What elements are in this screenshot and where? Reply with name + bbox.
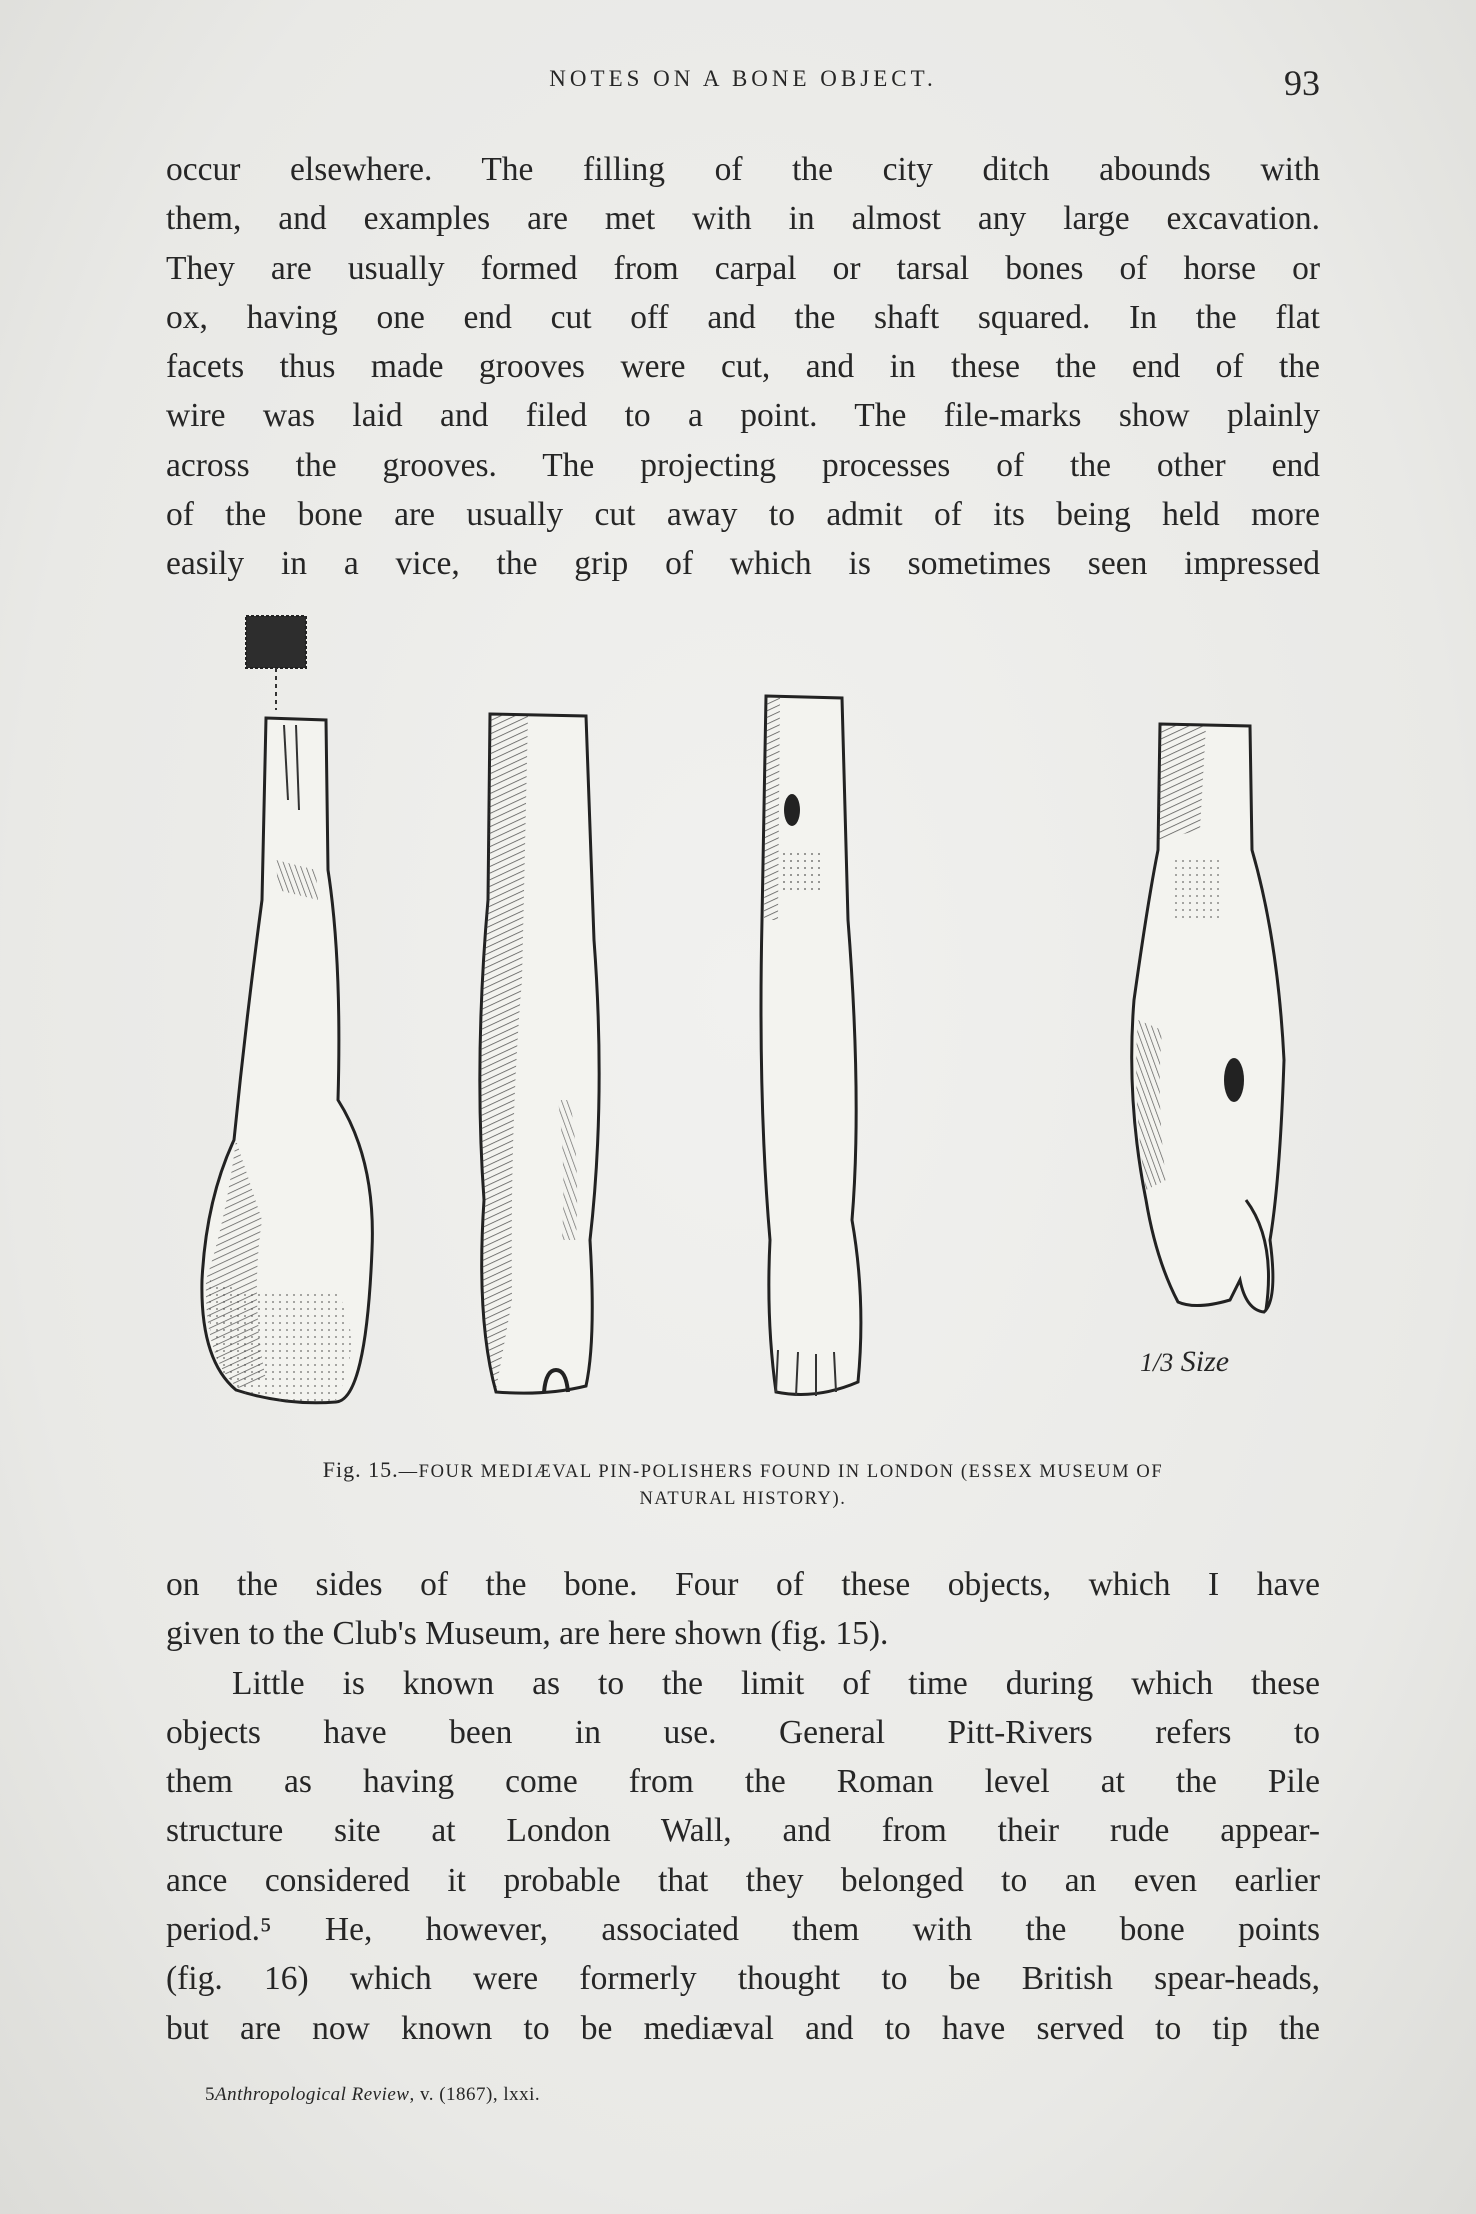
text-line: wire was laid and filed to a point. The file-marks show plainly bbox=[166, 397, 1320, 435]
running-title: NOTES ON A BONE OBJECT. bbox=[549, 66, 937, 91]
pin-polishers-illustration bbox=[166, 600, 1320, 1420]
scale-word: Size bbox=[1180, 1345, 1230, 1378]
text-line: They are usually formed from carpal or tarsal bones of horse or bbox=[166, 249, 1320, 287]
pin-polisher-bone-3 bbox=[761, 696, 861, 1396]
text-line: ox, having one end cut off and the shaft squared. In the flat bbox=[166, 298, 1320, 336]
running-head bbox=[166, 62, 1320, 112]
text-line: Little is known as to the limit of time during which these bbox=[232, 1664, 1320, 1702]
text-line: (fig. 16) which were formerly thought to be British spear-heads, bbox=[166, 1960, 1320, 1998]
text-line: structure site at London Wall, and from their rude appear- bbox=[166, 1812, 1320, 1850]
caption-fig-label: Fig. 15. bbox=[322, 1457, 399, 1482]
paragraph-top bbox=[166, 145, 1320, 589]
text-line: but are now known to be mediæval and to have served to tip the bbox=[166, 2009, 1320, 2047]
text-line: them as having come from the Roman level at the Pile bbox=[166, 1763, 1320, 1801]
caption-text-line-2: NATURAL HISTORY). bbox=[639, 1489, 847, 1509]
footnote-rest: , v. (1867), lxxi. bbox=[409, 2084, 541, 2105]
text-line: of the bone are usually cut away to admit of its being held more bbox=[166, 496, 1320, 534]
paragraph-bottom bbox=[166, 1560, 1320, 2053]
scale-fraction: 1/3 bbox=[1140, 1348, 1174, 1377]
caption-text: —FOUR MEDIÆVAL PIN-POLISHERS FOUND IN LONDON (ESSEX MUSEUM OF bbox=[398, 1462, 1164, 1482]
text-line: occur elsewhere. The filling of the city ditch abounds with bbox=[166, 151, 1320, 188]
pin-polisher-bone-4 bbox=[1132, 724, 1284, 1312]
text-line: them, and examples are met with in almost any large excavation. bbox=[166, 200, 1320, 238]
pin-polisher-bone-1 bbox=[202, 616, 372, 1403]
text-line: on the sides of the bone. Four of these objects, which I have bbox=[166, 1566, 1320, 1603]
text-line: objects have been in use. General Pitt-Rivers refers to bbox=[166, 1713, 1320, 1751]
pin-polisher-bone-2 bbox=[480, 714, 599, 1393]
footnote-number: 5 bbox=[205, 2084, 215, 2105]
footnote-journal: Anthropological Review bbox=[215, 2084, 410, 2105]
page-number: 93 bbox=[1284, 63, 1320, 103]
figure-caption bbox=[166, 1456, 1320, 1513]
figure-pin-polishers bbox=[166, 600, 1320, 1420]
text-line: across the grooves. The projecting processes of the other end bbox=[166, 446, 1320, 484]
text-line: period.⁵ He, however, associated them with the bone points bbox=[166, 1911, 1320, 1949]
footnote bbox=[205, 2084, 540, 2106]
text-line: ance considered it probable that they belonged to an even earlier bbox=[166, 1861, 1320, 1899]
scale-label bbox=[1140, 1345, 1229, 1379]
text-line: facets thus made grooves were cut, and in these the end of the bbox=[166, 348, 1320, 386]
text-line: easily in a vice, the grip of which is sometimes seen impressed bbox=[166, 545, 1320, 583]
text-line: given to the Club's Museum, are here shown (fig. 15). bbox=[166, 1615, 889, 1653]
